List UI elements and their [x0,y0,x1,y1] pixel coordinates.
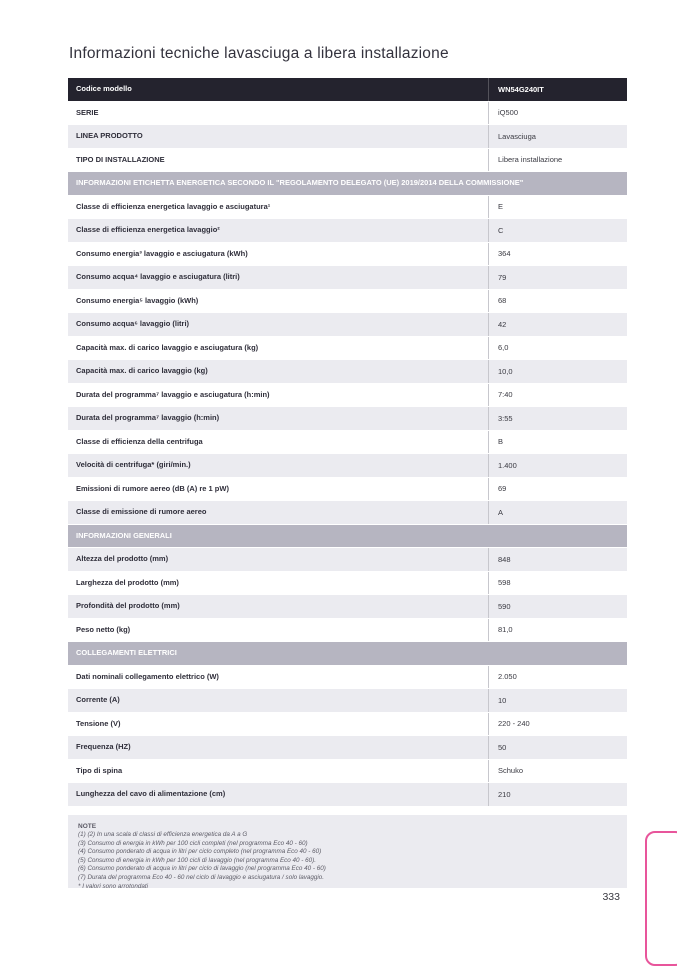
spec-label: Tensione (V) [76,718,121,728]
spec-value: 210 [488,783,627,806]
spec-label: Larghezza del prodotto (mm) [76,577,179,587]
page-number: 333 [602,891,620,903]
note-line: (5) Consumo di energia in kWh per 100 cicli di lavaggio (nel programma Eco 40 - 60). [78,856,316,864]
table-row [68,337,627,360]
spec-value: 1.400 [488,454,627,477]
spec-value: 69 [488,478,627,501]
table-row [68,689,627,712]
spec-value: 220 - 240 [488,713,627,736]
table-row [68,713,627,736]
spec-value: Schuko [488,760,627,783]
spec-label: Durata del programma⁷ lavaggio e asciugatura (h:min) [76,389,270,399]
spec-value: 598 [488,572,627,595]
spec-label: Durata del programma⁷ lavaggio (h:min) [76,413,220,423]
table-row [68,384,627,407]
table-row [68,266,627,289]
spec-label: Classe di efficienza energetica lavaggio² [76,225,220,235]
table-row [68,125,627,148]
spec-value: B [488,431,627,454]
spec-value: 3:55 [488,407,627,430]
table-header-value: WN54G240IT [488,78,627,101]
spec-label: Consumo energia³ lavaggio e asciugatura (kWh) [76,248,248,258]
table-row [68,501,627,524]
note-line: (3) Consumo di energia in kWh per 100 cicli completi (nel programma Eco 40 - 60) [78,839,308,847]
spec-label: LINEA PRODOTTO [76,131,143,141]
table-row [68,760,627,783]
table-row [68,666,627,689]
note-line: * I valori sono arrotondati [78,882,149,890]
spec-value: 590 [488,595,627,618]
next-page-frame [645,831,677,966]
spec-table [68,78,627,807]
spec-label: Dati nominali collegamento elettrico (W) [76,671,219,681]
page-title: Informazioni tecniche lavasciuga a libera installazione [69,45,449,62]
spec-label: Capacità max. di carico lavaggio (kg) [76,366,208,376]
spec-value: 6,0 [488,337,627,360]
spec-label: Classe di emissione di rumore aereo [76,507,207,517]
note-line: (1) (2) In una scala di classi di efficienza energetica da A a G [78,831,248,838]
spec-value: 10 [488,689,627,712]
table-row [68,102,627,125]
note-line: (6) Consumo ponderato di acqua in litri per ciclo di lavaggio (nel programma Eco 40 - 60) [78,865,326,873]
spec-label: Frequenza (HZ) [76,742,131,752]
notes-box [68,815,627,888]
spec-value: E [488,196,627,219]
spec-label: Consumo acqua⁴ lavaggio e asciugatura (litri) [76,272,240,282]
spec-value: 42 [488,313,627,336]
spec-value: Libera installazione [488,149,627,172]
table-row [68,290,627,313]
section-header-label: INFORMAZIONI GENERALI [76,530,172,540]
table-row [68,619,627,642]
section-header-row [68,642,627,665]
spec-label: TIPO DI INSTALLAZIONE [76,154,165,164]
spec-value: 68 [488,290,627,313]
note-line: (4) Consumo ponderato di acqua in litri per ciclo completo (nel programma Eco 40 - 60) [78,848,322,856]
section-header-label: INFORMAZIONI ETICHETTA ENERGETICA SECONDO IL "REGOLAMENTO DELEGATO (UE) 2019/2014 DELLA COMMISSIONE" [76,178,524,188]
spec-label: Consumo acqua⁶ lavaggio (litri) [76,319,190,329]
table-row [68,219,627,242]
table-row [68,243,627,266]
spec-label: Velocità di centrifuga* (giri/min.) [76,460,191,470]
spec-label: Classe di efficienza della centrifuga [76,436,203,446]
spec-value: Lavasciuga [488,125,627,148]
table-row [68,313,627,336]
table-row [68,431,627,454]
table-row [68,149,627,172]
spec-label: Classe di efficienza energetica lavaggio e asciugatura¹ [76,201,271,211]
section-header-row [68,525,627,548]
spec-value: 79 [488,266,627,289]
spec-value: iQ500 [488,102,627,125]
spec-value: 50 [488,736,627,759]
spec-label: Consumo energia⁵ lavaggio (kWh) [76,295,199,305]
note-line: (7) Durata del programma Eco 40 - 60 nel ciclo di lavaggio e asciugatura / solo lavaggio. [78,873,325,881]
table-header-label: Codice modello [76,84,132,94]
spec-label: Altezza del prodotto (mm) [76,554,169,564]
spec-label: Emissioni di rumore aereo (dB (A) re 1 pW) [76,483,229,493]
notes-title: NOTE [78,823,97,830]
spec-value: C [488,219,627,242]
table-row [68,736,627,759]
spec-value: 2.050 [488,666,627,689]
spec-value: 81,0 [488,619,627,642]
table-row [68,783,627,806]
spec-value: A [488,501,627,524]
table-row [68,196,627,219]
spec-label: Profondità del prodotto (mm) [76,601,180,611]
table-row [68,595,627,618]
table-row [68,478,627,501]
spec-label: SERIE [76,107,99,117]
spec-value: 7:40 [488,384,627,407]
spec-value: 364 [488,243,627,266]
table-row [68,548,627,571]
spec-label: Corrente (A) [76,695,120,705]
spec-value: 848 [488,548,627,571]
spec-label: Capacità max. di carico lavaggio e asciugatura (kg) [76,342,259,352]
table-row [68,454,627,477]
section-header-row [68,172,627,195]
spec-label: Tipo di spina [76,765,123,775]
spec-label: Peso netto (kg) [76,624,131,634]
table-row [68,360,627,383]
section-header-label: COLLEGAMENTI ELETTRICI [76,648,177,658]
table-row [68,407,627,430]
spec-value: 10,0 [488,360,627,383]
table-header-row [68,78,627,101]
table-row [68,572,627,595]
spec-label: Lunghezza del cavo di alimentazione (cm) [76,789,226,799]
